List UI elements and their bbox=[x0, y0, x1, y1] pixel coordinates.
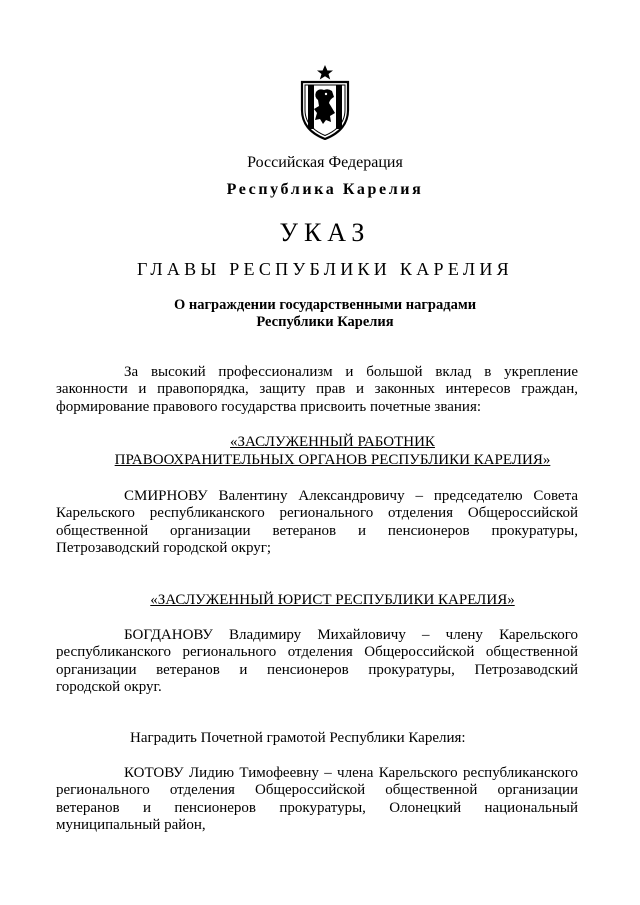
republic-name: Республика Карелия bbox=[226, 181, 424, 198]
text-line: городской округ. bbox=[56, 678, 162, 695]
text-line: формирование правового государства присвоить почетные звания: bbox=[56, 398, 482, 415]
karelia-coat-of-arms-icon bbox=[299, 64, 351, 140]
issuer-title: ГЛАВЫ РЕСПУБЛИКИ КАРЕЛИЯ bbox=[136, 259, 513, 279]
text-line: регионального отделения Общероссийской общественной организации bbox=[56, 782, 578, 799]
doc-type-title: УКАЗ bbox=[279, 218, 371, 247]
award-3-paragraph bbox=[56, 765, 578, 834]
honorary-title-1 bbox=[0, 434, 640, 469]
text-line: Карельского республиканского регионального отделения Общероссийской bbox=[56, 505, 578, 522]
text-line: республиканского регионального отделения Общероссийской общественной bbox=[56, 644, 578, 661]
award-2-paragraph bbox=[56, 627, 578, 696]
text-line: Наградить Почетной грамотой Республики Карелия: bbox=[130, 730, 466, 746]
text-line: СМИРНОВУ Валентину Александровичу – председателю Совета bbox=[124, 488, 578, 504]
title-line: ПРАВООХРАНИТЕЛЬНЫХ ОРГАНОВ РЕСПУБЛИКИ КАРЕЛИЯ» bbox=[114, 451, 551, 468]
text-line: законности и правопорядка, защиту прав и законных интересов граждан, bbox=[56, 381, 578, 398]
text-line: За высокий профессионализм и большой вклад в укрепление bbox=[124, 364, 578, 380]
text-line: Петрозаводский городской округ; bbox=[56, 539, 272, 556]
text-line: муниципальный район, bbox=[56, 816, 206, 833]
honorary-title-2: «ЗАСЛУЖЕННЫЙ ЮРИСТ РЕСПУБЛИКИ КАРЕЛИЯ» bbox=[150, 592, 515, 608]
subject-line: О награждении государственными наградами bbox=[173, 297, 477, 313]
text-line: организации ветеранов и пенсионеров прокуратуры, Петрозаводский bbox=[56, 661, 578, 678]
decree-subject bbox=[0, 297, 640, 331]
text-line: БОГДАНОВУ Владимиру Михайловичу – члену Карельского bbox=[124, 627, 578, 643]
intro-paragraph bbox=[56, 364, 578, 416]
subject-line: Республики Карелия bbox=[256, 314, 394, 330]
title-line: «ЗАСЛУЖЕННЫЙ РАБОТНИК bbox=[230, 434, 435, 450]
text-line: общественной организации ветеранов и пенсионеров прокуратуры, bbox=[56, 522, 578, 539]
country-name: Российская Федерация bbox=[247, 154, 403, 171]
award-1-paragraph bbox=[56, 488, 578, 557]
award-heading bbox=[56, 730, 578, 747]
text-line: ветеранов и пенсионеров прокуратуры, Олонецкий национальный bbox=[56, 799, 578, 816]
text-line: КОТОВУ Лидию Тимофеевну – члена Карельского республиканского bbox=[124, 765, 578, 781]
